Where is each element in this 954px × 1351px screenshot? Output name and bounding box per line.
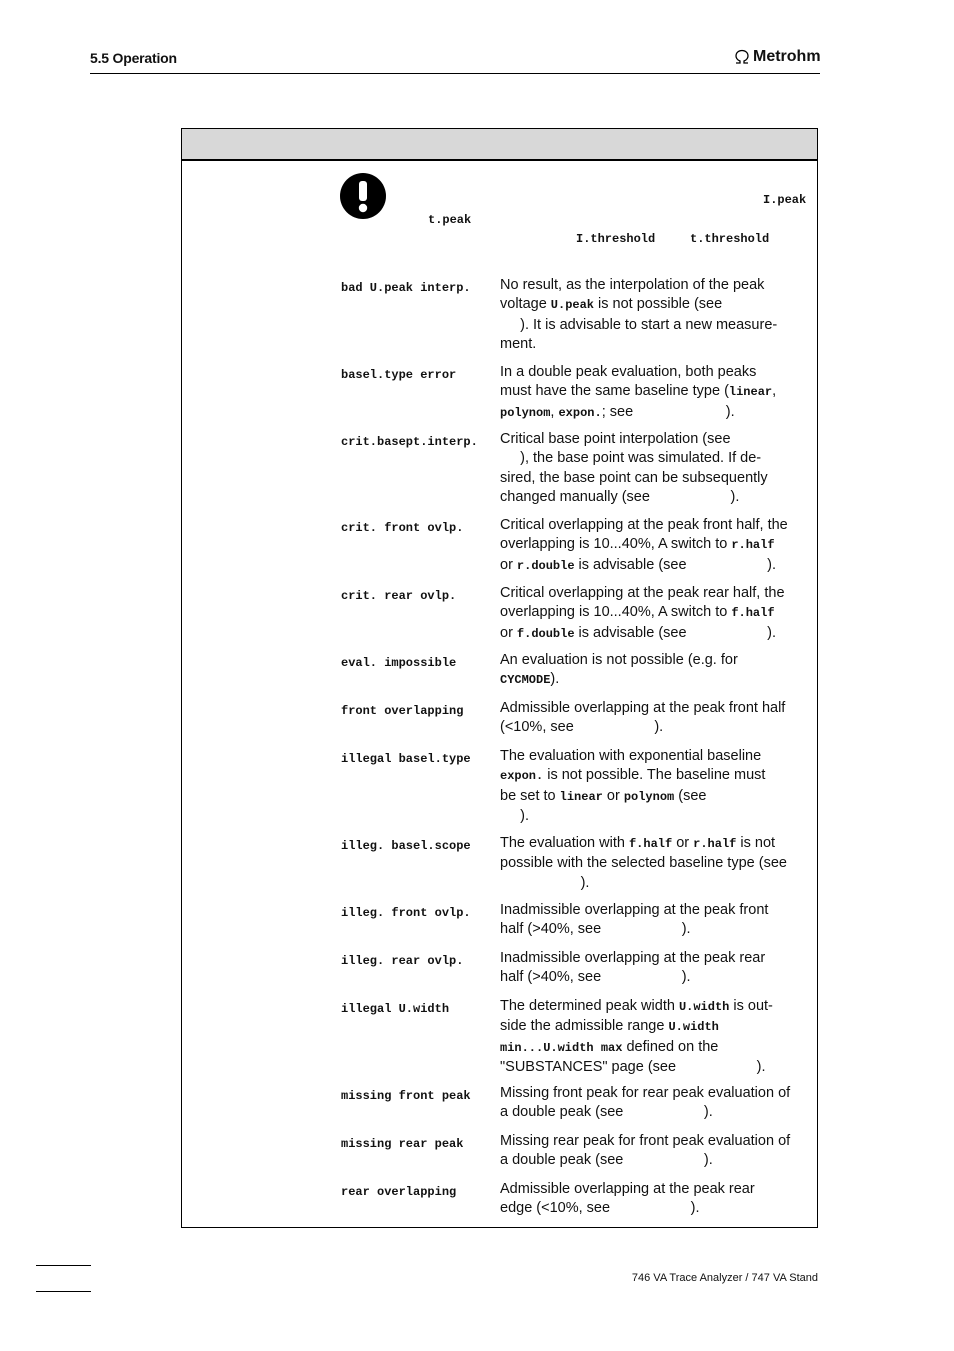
message-description: Admissible overlapping at the peak front half (<10%, see ). — [500, 700, 786, 736]
message-description: Inadmissible overlapping at the peak front half (>40%, see ). — [500, 902, 769, 938]
message-description: The evaluation with f.half or r.half is not possible with the selected baseline type (see ). — [500, 835, 787, 891]
message-description: Missing front peak for rear peak evaluation of a double peak (see ). — [500, 1085, 791, 1121]
inline-code: r.half — [731, 538, 775, 553]
inline-code: linear — [728, 385, 773, 400]
message-term: illegal U.width — [341, 1002, 450, 1016]
inline-code: U.width — [668, 1020, 719, 1035]
note-code: t.peak — [428, 213, 472, 227]
message-term: basel.type error — [341, 368, 457, 382]
note-code: I.threshold — [576, 232, 656, 246]
message-term: crit.basept.interp. — [341, 435, 478, 449]
message-term: front overlapping — [341, 704, 464, 718]
note-code: t.threshold — [690, 232, 770, 246]
inline-code: polynom — [623, 789, 675, 804]
message-term: crit. rear ovlp. — [341, 589, 457, 603]
message-term: illeg. rear ovlp. — [341, 954, 464, 968]
message-term: missing front peak — [341, 1089, 471, 1103]
message-term: bad U.peak interp. — [341, 281, 471, 295]
message-description: Critical base point interpolation (see ), the base point was simulated. If de- sired, the base point can be subsequently changed manually (see ). — [500, 431, 768, 505]
section-header: 5.5 Operation — [90, 50, 177, 66]
inline-code: expon. — [500, 769, 544, 784]
table-heading-bar — [182, 129, 817, 161]
message-description: Inadmissible overlapping at the peak rear half (>40%, see ). — [500, 950, 766, 986]
message-description: The determined peak width U.width is out- side the admissible range U.width min...U.width max defined on the "SUBSTANCES" page (see ). — [500, 998, 773, 1075]
note-code: I.peak — [763, 193, 807, 207]
message-term: missing rear peak — [341, 1137, 464, 1151]
message-description: Admissible overlapping at the peak rear edge (<10%, see ). — [500, 1181, 755, 1217]
inline-code: CYCMODE — [500, 673, 551, 688]
footer-rule — [36, 1265, 91, 1266]
footer-text: 746 VA Trace Analyzer / 747 VA Stand — [631, 1272, 818, 1284]
inline-code: U.peak — [550, 298, 595, 313]
exclamation-icon — [340, 173, 386, 219]
brand-name: Metrohm — [753, 48, 821, 65]
header-rule — [90, 73, 820, 74]
message-description: Critical overlapping at the peak front half, the overlapping is 10...40%, A switch to r.half or r.double is advisable (see ). — [500, 517, 788, 573]
message-description: In a double peak evaluation, both peaks must have the same baseline type (linear, polynom, expon.; see ). — [500, 364, 777, 420]
inline-code: min...U.width max — [500, 1040, 623, 1055]
brand-logo — [733, 48, 821, 66]
message-description: Critical overlapping at the peak rear half, the overlapping is 10...40%, A switch to f.half or f.double is advisable (see ). — [500, 585, 785, 641]
message-term: illeg. front ovlp. — [341, 906, 471, 920]
inline-code: f.half — [731, 606, 775, 621]
inline-code: polynom — [500, 405, 551, 420]
inline-code: linear — [559, 789, 603, 804]
message-term: illeg. basel.scope — [341, 839, 471, 853]
message-description: Missing rear peak for front peak evaluation of a double peak (see ). — [500, 1133, 791, 1169]
footer-rule — [36, 1291, 91, 1292]
message-description: An evaluation is not possible (e.g. for CYCMODE). — [500, 652, 738, 688]
message-term: rear overlapping — [341, 1185, 457, 1199]
message-term: crit. front ovlp. — [341, 521, 464, 535]
message-description: No result, as the interpolation of the peak voltage U.peak is not possible (see ). It is advisable to start a new measure- ment. — [500, 277, 778, 352]
message-description: The evaluation with exponential baseline expon. is not possible. The baseline must be set to linear or polynom (see ). — [500, 748, 766, 824]
omega-logo-icon — [733, 49, 751, 65]
message-term: eval. impossible — [341, 656, 457, 670]
inline-code: r.double — [516, 558, 575, 573]
inline-code: f.half — [628, 837, 673, 851]
inline-code: expon. — [558, 405, 602, 420]
inline-code: r.half — [693, 837, 737, 851]
inline-code: U.width — [678, 1000, 730, 1014]
message-term: illegal basel.type — [341, 752, 471, 766]
inline-code: f.double — [516, 626, 575, 641]
